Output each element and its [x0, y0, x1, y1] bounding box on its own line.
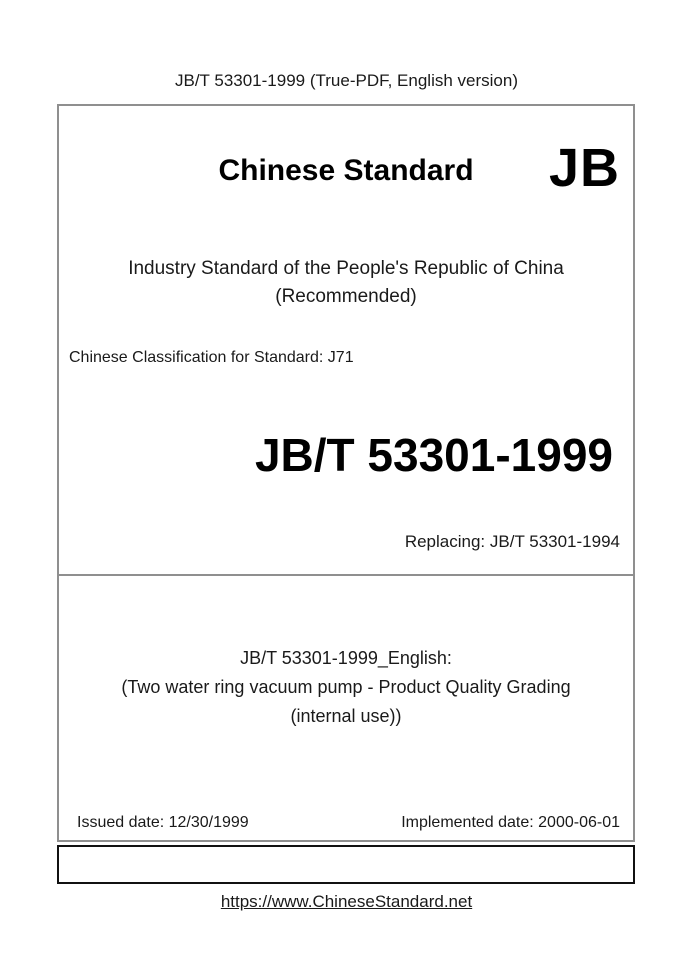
website-link[interactable]: https://www.ChineseStandard.net — [220, 892, 473, 911]
english-title-line-3: (internal use)) — [290, 706, 402, 726]
page-header-title: JB/T 53301-1999 (True-PDF, English version) — [175, 71, 518, 90]
replacing-note: Replacing: JB/T 53301-1994 — [404, 532, 620, 551]
empty-footer-box — [57, 845, 635, 884]
section-divider — [59, 574, 633, 576]
jb-logo: JB — [548, 138, 620, 198]
implemented-date: Implemented date: 2000-06-01 — [401, 814, 620, 831]
english-title — [59, 644, 633, 731]
subtitle-line-2: (Recommended) — [275, 286, 417, 307]
subtitle-line-1: Industry Standard of the People's Republic of China — [128, 258, 564, 279]
cover-main-box — [57, 104, 635, 842]
english-title-line-2: (Two water ring vacuum pump - Product Quality Grading — [121, 677, 571, 697]
dates-row — [59, 812, 633, 833]
footer — [0, 890, 693, 913]
brand-title: Chinese Standard — [218, 154, 474, 187]
standard-number: JB/T 53301-1999 — [254, 429, 613, 481]
issued-date: Issued date: 12/30/1999 — [77, 814, 249, 831]
classification-code: Chinese Classification for Standard: J71 — [69, 349, 354, 366]
english-title-line-1: JB/T 53301-1999_English: — [240, 648, 452, 668]
standard-subtitle — [59, 255, 633, 311]
